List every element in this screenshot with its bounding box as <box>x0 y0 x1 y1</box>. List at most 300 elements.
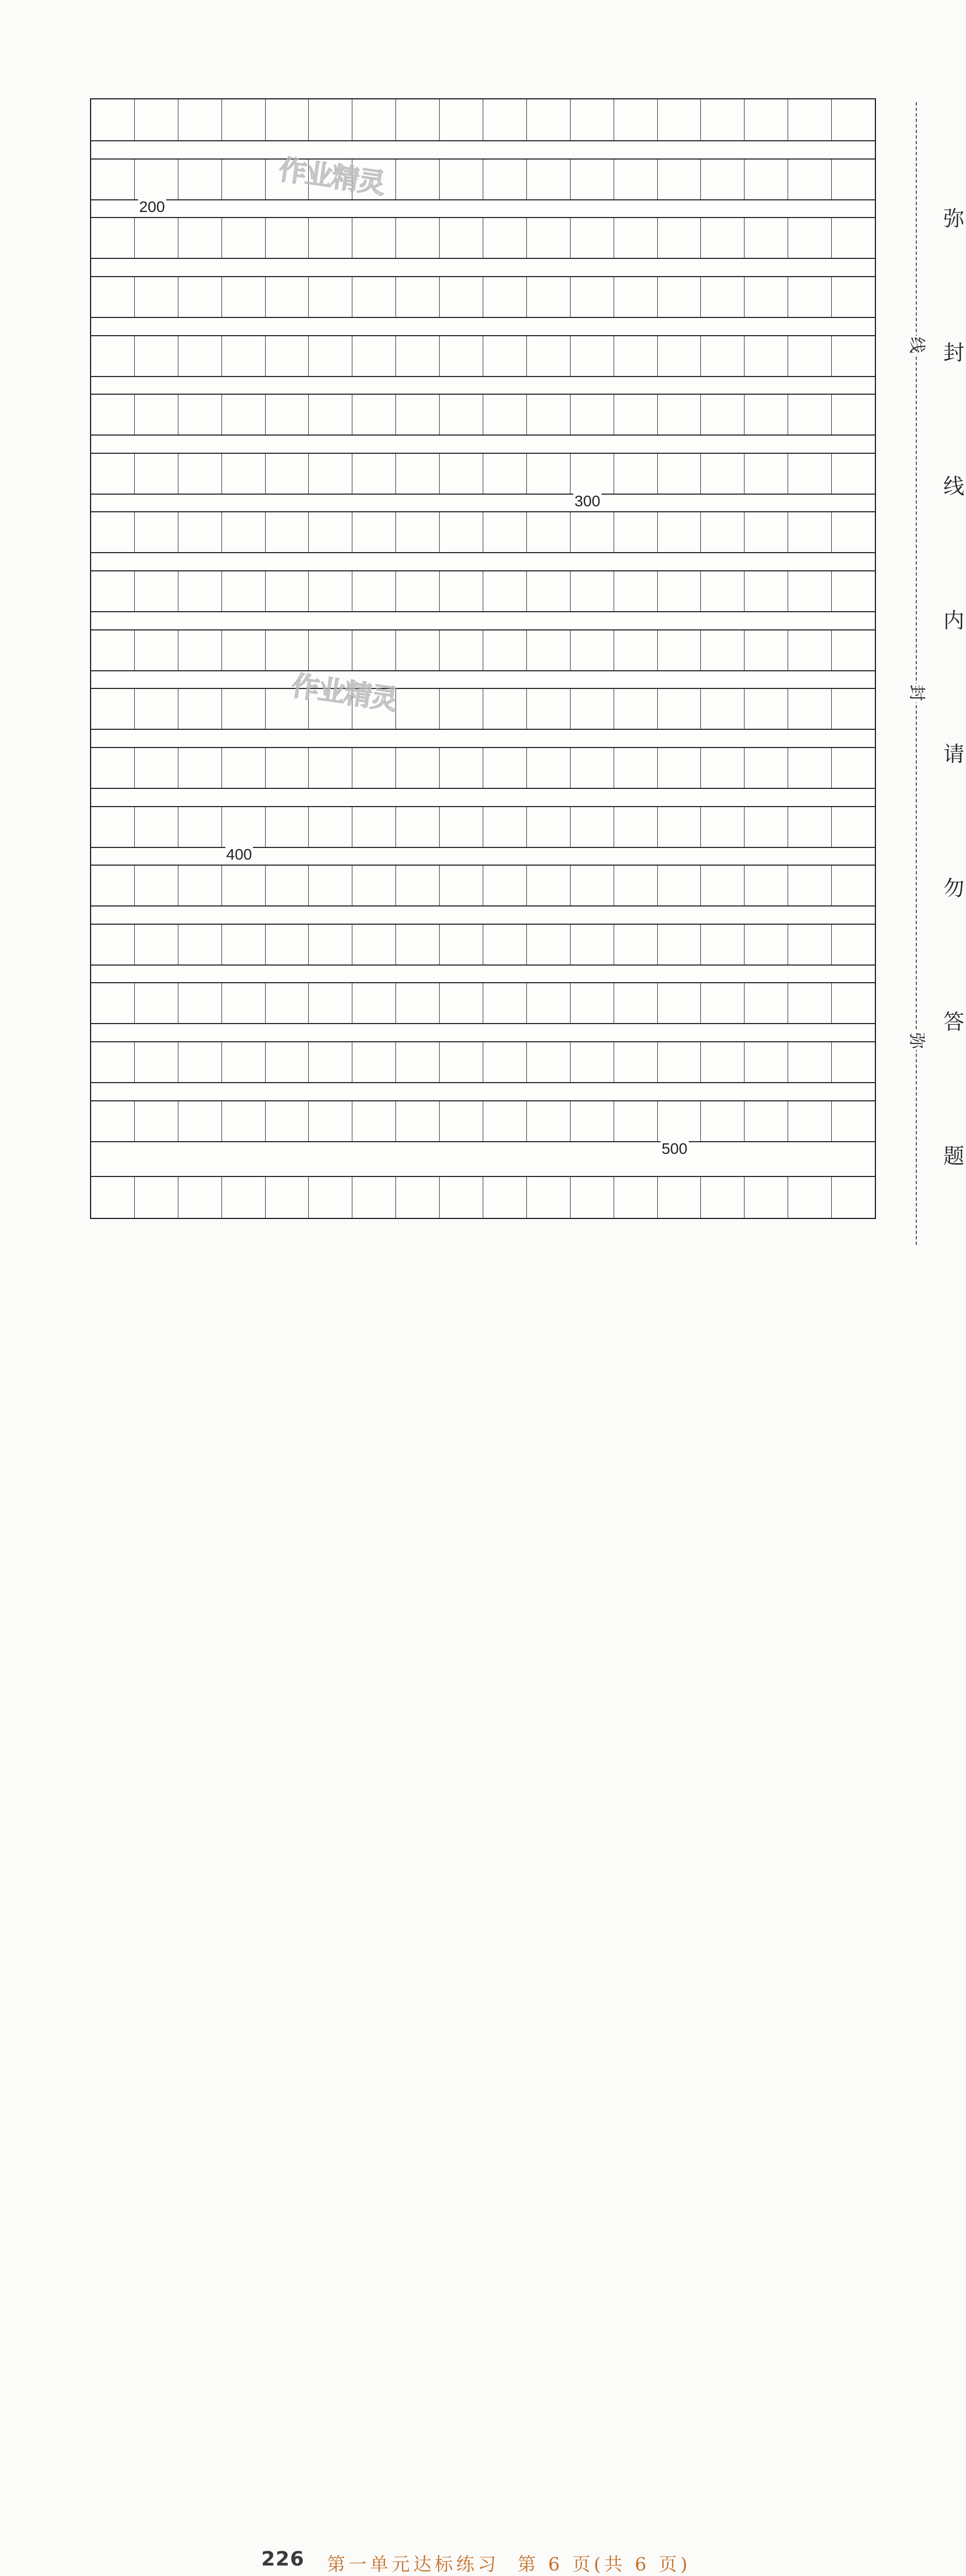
grid-cell[interactable] <box>352 748 395 788</box>
grid-cell[interactable] <box>657 571 701 611</box>
grid-cell[interactable] <box>570 395 614 434</box>
grid-cell[interactable] <box>526 571 570 611</box>
grid-cell[interactable] <box>831 336 875 376</box>
grid-cell[interactable] <box>483 336 526 376</box>
grid-cell[interactable] <box>134 571 178 611</box>
grid-cell[interactable] <box>439 1101 483 1141</box>
grid-cell[interactable] <box>744 160 788 199</box>
grid-cell[interactable] <box>91 395 134 434</box>
grid-cell[interactable] <box>614 395 657 434</box>
grid-cell[interactable] <box>831 983 875 1023</box>
grid-cell[interactable] <box>570 99 614 140</box>
grid-cell[interactable] <box>221 1101 265 1141</box>
grid-cell[interactable] <box>700 395 744 434</box>
grid-cell[interactable] <box>178 218 221 258</box>
grid-cell[interactable] <box>744 218 788 258</box>
grid-cell[interactable] <box>744 689 788 729</box>
grid-cell[interactable] <box>657 807 701 847</box>
grid-cell[interactable] <box>91 1177 134 1218</box>
grid-cell[interactable] <box>700 1101 744 1141</box>
grid-cell[interactable] <box>395 571 439 611</box>
grid-cell[interactable] <box>657 866 701 905</box>
grid-cell[interactable] <box>831 689 875 729</box>
grid-cell[interactable] <box>308 336 352 376</box>
grid-cell[interactable] <box>831 99 875 140</box>
grid-cell[interactable] <box>178 395 221 434</box>
grid-cell[interactable] <box>483 866 526 905</box>
grid-cell[interactable] <box>483 983 526 1023</box>
grid-cell[interactable] <box>352 218 395 258</box>
grid-cell[interactable] <box>744 99 788 140</box>
grid-cell[interactable] <box>831 395 875 434</box>
grid-cell[interactable] <box>352 1177 395 1218</box>
grid-cell[interactable] <box>570 1042 614 1082</box>
grid-cell[interactable] <box>91 218 134 258</box>
grid-cell[interactable] <box>221 336 265 376</box>
grid-cell[interactable] <box>221 925 265 964</box>
grid-cell[interactable] <box>788 512 831 552</box>
grid-cell[interactable] <box>744 395 788 434</box>
grid-cell[interactable] <box>570 277 614 317</box>
grid-cell[interactable] <box>395 807 439 847</box>
grid-cell[interactable] <box>526 983 570 1023</box>
grid-cell[interactable] <box>395 454 439 494</box>
grid-cell[interactable] <box>483 1177 526 1218</box>
grid-cell[interactable] <box>526 395 570 434</box>
grid-cell[interactable] <box>439 160 483 199</box>
grid-cell[interactable] <box>614 983 657 1023</box>
grid-cell[interactable] <box>744 1101 788 1141</box>
grid-cell[interactable] <box>744 512 788 552</box>
grid-cell[interactable] <box>700 983 744 1023</box>
grid-cell[interactable] <box>744 807 788 847</box>
grid-cell[interactable] <box>570 866 614 905</box>
grid-cell[interactable] <box>700 160 744 199</box>
grid-cell[interactable] <box>483 748 526 788</box>
grid-cell[interactable] <box>700 866 744 905</box>
grid-cell[interactable] <box>439 807 483 847</box>
grid-cell[interactable] <box>91 99 134 140</box>
grid-cell[interactable] <box>570 983 614 1023</box>
grid-cell[interactable] <box>308 454 352 494</box>
grid-cell[interactable] <box>134 1177 178 1218</box>
grid-cell[interactable] <box>744 630 788 670</box>
grid-cell[interactable] <box>91 983 134 1023</box>
grid-cell[interactable] <box>221 983 265 1023</box>
grid-cell[interactable] <box>91 925 134 964</box>
grid-cell[interactable] <box>91 689 134 729</box>
grid-cell[interactable] <box>221 1177 265 1218</box>
grid-cell[interactable] <box>134 925 178 964</box>
grid-cell[interactable] <box>483 277 526 317</box>
grid-cell[interactable] <box>91 748 134 788</box>
grid-cell[interactable] <box>700 630 744 670</box>
grid-cell[interactable] <box>439 866 483 905</box>
grid-cell[interactable] <box>831 454 875 494</box>
grid-cell[interactable] <box>221 689 265 729</box>
grid-cell[interactable] <box>134 1101 178 1141</box>
grid-cell[interactable] <box>308 925 352 964</box>
grid-cell[interactable] <box>788 218 831 258</box>
grid-cell[interactable] <box>526 866 570 905</box>
grid-cell[interactable] <box>483 925 526 964</box>
grid-cell[interactable] <box>265 1101 309 1141</box>
grid-cell[interactable] <box>308 748 352 788</box>
grid-cell[interactable] <box>265 99 309 140</box>
grid-cell[interactable] <box>700 748 744 788</box>
grid-cell[interactable] <box>134 277 178 317</box>
grid-cell[interactable] <box>134 160 178 199</box>
grid-cell[interactable] <box>134 218 178 258</box>
grid-cell[interactable] <box>831 277 875 317</box>
grid-cell[interactable] <box>788 160 831 199</box>
grid-cell[interactable] <box>395 689 439 729</box>
grid-cell[interactable] <box>308 571 352 611</box>
grid-cell[interactable] <box>570 512 614 552</box>
grid-cell[interactable] <box>352 336 395 376</box>
grid-cell[interactable] <box>570 1177 614 1218</box>
grid-cell[interactable] <box>178 983 221 1023</box>
grid-cell[interactable] <box>91 512 134 552</box>
grid-cell[interactable] <box>657 512 701 552</box>
grid-cell[interactable] <box>744 866 788 905</box>
grid-cell[interactable] <box>134 866 178 905</box>
grid-cell[interactable] <box>395 983 439 1023</box>
grid-cell[interactable] <box>352 925 395 964</box>
grid-cell[interactable] <box>221 512 265 552</box>
grid-cell[interactable] <box>657 395 701 434</box>
grid-cell[interactable] <box>134 99 178 140</box>
grid-cell[interactable] <box>91 630 134 670</box>
grid-cell[interactable] <box>788 277 831 317</box>
grid-cell[interactable] <box>221 160 265 199</box>
grid-cell[interactable] <box>395 748 439 788</box>
grid-cell[interactable] <box>526 807 570 847</box>
grid-cell[interactable] <box>134 1042 178 1082</box>
grid-cell[interactable] <box>744 1042 788 1082</box>
grid-cell[interactable] <box>614 1042 657 1082</box>
grid-cell[interactable] <box>700 807 744 847</box>
grid-cell[interactable] <box>483 99 526 140</box>
grid-cell[interactable] <box>744 983 788 1023</box>
grid-cell[interactable] <box>526 689 570 729</box>
grid-cell[interactable] <box>657 983 701 1023</box>
grid-cell[interactable] <box>483 807 526 847</box>
grid-cell[interactable] <box>483 160 526 199</box>
grid-cell[interactable] <box>91 1101 134 1141</box>
grid-cell[interactable] <box>395 1101 439 1141</box>
grid-cell[interactable] <box>526 1177 570 1218</box>
grid-cell[interactable] <box>657 99 701 140</box>
grid-cell[interactable] <box>788 1101 831 1141</box>
grid-cell[interactable] <box>352 1101 395 1141</box>
grid-cell[interactable] <box>788 336 831 376</box>
grid-cell[interactable] <box>178 277 221 317</box>
grid-cell[interactable] <box>614 571 657 611</box>
grid-cell[interactable] <box>700 1177 744 1218</box>
grid-cell[interactable] <box>744 748 788 788</box>
grid-cell[interactable] <box>91 336 134 376</box>
grid-cell[interactable] <box>831 807 875 847</box>
grid-cell[interactable] <box>352 395 395 434</box>
grid-cell[interactable] <box>614 866 657 905</box>
grid-cell[interactable] <box>265 925 309 964</box>
grid-cell[interactable] <box>700 571 744 611</box>
grid-cell[interactable] <box>526 1042 570 1082</box>
grid-cell[interactable] <box>526 1101 570 1141</box>
grid-cell[interactable] <box>439 1042 483 1082</box>
grid-cell[interactable] <box>657 630 701 670</box>
grid-cell[interactable] <box>221 630 265 670</box>
grid-cell[interactable] <box>439 925 483 964</box>
grid-cell[interactable] <box>788 1177 831 1218</box>
grid-cell[interactable] <box>221 1042 265 1082</box>
grid-cell[interactable] <box>744 336 788 376</box>
grid-cell[interactable] <box>439 689 483 729</box>
grid-cell[interactable] <box>700 512 744 552</box>
grid-cell[interactable] <box>178 689 221 729</box>
grid-cell[interactable] <box>178 99 221 140</box>
grid-cell[interactable] <box>352 983 395 1023</box>
grid-cell[interactable] <box>134 983 178 1023</box>
grid-cell[interactable] <box>831 512 875 552</box>
grid-cell[interactable] <box>265 336 309 376</box>
grid-cell[interactable] <box>570 571 614 611</box>
grid-cell[interactable] <box>395 1177 439 1218</box>
grid-cell[interactable] <box>308 1101 352 1141</box>
grid-cell[interactable] <box>439 983 483 1023</box>
grid-cell[interactable] <box>439 1177 483 1218</box>
grid-cell[interactable] <box>178 454 221 494</box>
grid-cell[interactable] <box>178 571 221 611</box>
grid-cell[interactable] <box>657 1042 701 1082</box>
grid-cell[interactable] <box>614 160 657 199</box>
grid-cell[interactable] <box>700 1042 744 1082</box>
grid-cell[interactable] <box>178 512 221 552</box>
grid-cell[interactable] <box>178 1042 221 1082</box>
grid-cell[interactable] <box>134 689 178 729</box>
grid-cell[interactable] <box>614 1177 657 1218</box>
grid-cell[interactable] <box>439 571 483 611</box>
grid-cell[interactable] <box>352 454 395 494</box>
grid-cell[interactable] <box>744 277 788 317</box>
grid-cell[interactable] <box>657 1177 701 1218</box>
grid-cell[interactable] <box>700 689 744 729</box>
grid-cell[interactable] <box>265 1177 309 1218</box>
grid-cell[interactable] <box>614 689 657 729</box>
grid-cell[interactable] <box>178 807 221 847</box>
grid-cell[interactable] <box>178 1101 221 1141</box>
grid-cell[interactable] <box>439 512 483 552</box>
grid-cell[interactable] <box>657 277 701 317</box>
grid-cell[interactable] <box>221 571 265 611</box>
grid-cell[interactable] <box>178 630 221 670</box>
grid-cell[interactable] <box>134 630 178 670</box>
grid-cell[interactable] <box>744 454 788 494</box>
grid-cell[interactable] <box>178 866 221 905</box>
grid-cell[interactable] <box>614 336 657 376</box>
grid-cell[interactable] <box>483 512 526 552</box>
grid-cell[interactable] <box>221 748 265 788</box>
grid-cell[interactable] <box>526 748 570 788</box>
grid-cell[interactable] <box>439 277 483 317</box>
grid-cell[interactable] <box>91 571 134 611</box>
grid-cell[interactable] <box>657 925 701 964</box>
grid-cell[interactable] <box>395 277 439 317</box>
grid-cell[interactable] <box>700 336 744 376</box>
grid-cell[interactable] <box>614 807 657 847</box>
grid-cell[interactable] <box>657 748 701 788</box>
grid-cell[interactable] <box>395 866 439 905</box>
grid-cell[interactable] <box>526 925 570 964</box>
grid-cell[interactable] <box>352 807 395 847</box>
grid-cell[interactable] <box>788 689 831 729</box>
grid-cell[interactable] <box>352 866 395 905</box>
grid-cell[interactable] <box>831 160 875 199</box>
grid-cell[interactable] <box>439 218 483 258</box>
grid-cell[interactable] <box>395 925 439 964</box>
grid-cell[interactable] <box>308 277 352 317</box>
grid-cell[interactable] <box>265 983 309 1023</box>
grid-cell[interactable] <box>439 630 483 670</box>
grid-cell[interactable] <box>91 807 134 847</box>
grid-cell[interactable] <box>831 571 875 611</box>
grid-cell[interactable] <box>221 218 265 258</box>
grid-cell[interactable] <box>614 925 657 964</box>
grid-cell[interactable] <box>395 1042 439 1082</box>
grid-cell[interactable] <box>91 1042 134 1082</box>
grid-cell[interactable] <box>614 277 657 317</box>
grid-cell[interactable] <box>570 218 614 258</box>
grid-cell[interactable] <box>526 336 570 376</box>
grid-cell[interactable] <box>134 512 178 552</box>
grid-cell[interactable] <box>570 336 614 376</box>
grid-cell[interactable] <box>265 748 309 788</box>
grid-cell[interactable] <box>134 748 178 788</box>
grid-cell[interactable] <box>483 571 526 611</box>
grid-cell[interactable] <box>352 630 395 670</box>
grid-cell[interactable] <box>526 218 570 258</box>
grid-cell[interactable] <box>526 160 570 199</box>
grid-cell[interactable] <box>221 277 265 317</box>
grid-cell[interactable] <box>570 807 614 847</box>
grid-cell[interactable] <box>352 277 395 317</box>
grid-cell[interactable] <box>265 1042 309 1082</box>
grid-cell[interactable] <box>395 99 439 140</box>
grid-cell[interactable] <box>483 395 526 434</box>
grid-cell[interactable] <box>395 218 439 258</box>
grid-cell[interactable] <box>178 160 221 199</box>
grid-cell[interactable] <box>700 99 744 140</box>
grid-cell[interactable] <box>483 1101 526 1141</box>
grid-cell[interactable] <box>788 866 831 905</box>
grid-cell[interactable] <box>526 630 570 670</box>
grid-cell[interactable] <box>221 866 265 905</box>
grid-cell[interactable] <box>483 689 526 729</box>
grid-cell[interactable] <box>265 571 309 611</box>
grid-cell[interactable] <box>265 807 309 847</box>
grid-cell[interactable] <box>526 99 570 140</box>
grid-cell[interactable] <box>614 218 657 258</box>
grid-cell[interactable] <box>134 807 178 847</box>
grid-cell[interactable] <box>352 1042 395 1082</box>
grid-cell[interactable] <box>265 218 309 258</box>
grid-cell[interactable] <box>221 99 265 140</box>
grid-cell[interactable] <box>614 1101 657 1141</box>
grid-cell[interactable] <box>788 571 831 611</box>
grid-cell[interactable] <box>788 454 831 494</box>
grid-cell[interactable] <box>221 395 265 434</box>
grid-cell[interactable] <box>570 630 614 670</box>
grid-cell[interactable] <box>91 277 134 317</box>
grid-cell[interactable] <box>657 160 701 199</box>
grid-cell[interactable] <box>178 925 221 964</box>
grid-cell[interactable] <box>439 395 483 434</box>
grid-cell[interactable] <box>614 630 657 670</box>
grid-cell[interactable] <box>439 454 483 494</box>
grid-cell[interactable] <box>308 807 352 847</box>
grid-cell[interactable] <box>395 160 439 199</box>
grid-cell[interactable] <box>91 454 134 494</box>
grid-cell[interactable] <box>788 630 831 670</box>
grid-cell[interactable] <box>134 395 178 434</box>
grid-cell[interactable] <box>308 1177 352 1218</box>
grid-cell[interactable] <box>570 925 614 964</box>
grid-cell[interactable] <box>614 454 657 494</box>
grid-cell[interactable] <box>395 336 439 376</box>
grid-cell[interactable] <box>831 866 875 905</box>
grid-cell[interactable] <box>178 748 221 788</box>
grid-cell[interactable] <box>614 512 657 552</box>
grid-cell[interactable] <box>744 1177 788 1218</box>
grid-cell[interactable] <box>657 218 701 258</box>
grid-cell[interactable] <box>91 160 134 199</box>
grid-cell[interactable] <box>483 1042 526 1082</box>
grid-cell[interactable] <box>265 395 309 434</box>
grid-cell[interactable] <box>395 630 439 670</box>
grid-cell[interactable] <box>788 925 831 964</box>
grid-cell[interactable] <box>395 512 439 552</box>
grid-cell[interactable] <box>134 336 178 376</box>
grid-cell[interactable] <box>439 336 483 376</box>
grid-cell[interactable] <box>831 1177 875 1218</box>
grid-cell[interactable] <box>657 336 701 376</box>
grid-cell[interactable] <box>526 512 570 552</box>
grid-cell[interactable] <box>657 689 701 729</box>
grid-cell[interactable] <box>439 99 483 140</box>
grid-cell[interactable] <box>831 218 875 258</box>
grid-cell[interactable] <box>788 395 831 434</box>
grid-cell[interactable] <box>352 99 395 140</box>
grid-cell[interactable] <box>788 99 831 140</box>
grid-cell[interactable] <box>134 454 178 494</box>
grid-cell[interactable] <box>700 218 744 258</box>
grid-cell[interactable] <box>788 748 831 788</box>
grid-cell[interactable] <box>308 512 352 552</box>
grid-cell[interactable] <box>614 99 657 140</box>
grid-cell[interactable] <box>265 454 309 494</box>
grid-cell[interactable] <box>614 748 657 788</box>
grid-cell[interactable] <box>308 866 352 905</box>
grid-cell[interactable] <box>526 277 570 317</box>
grid-cell[interactable] <box>788 807 831 847</box>
grid-cell[interactable] <box>570 748 614 788</box>
grid-cell[interactable] <box>657 454 701 494</box>
grid-cell[interactable] <box>744 925 788 964</box>
grid-cell[interactable] <box>526 454 570 494</box>
grid-cell[interactable] <box>831 925 875 964</box>
grid-cell[interactable] <box>308 395 352 434</box>
